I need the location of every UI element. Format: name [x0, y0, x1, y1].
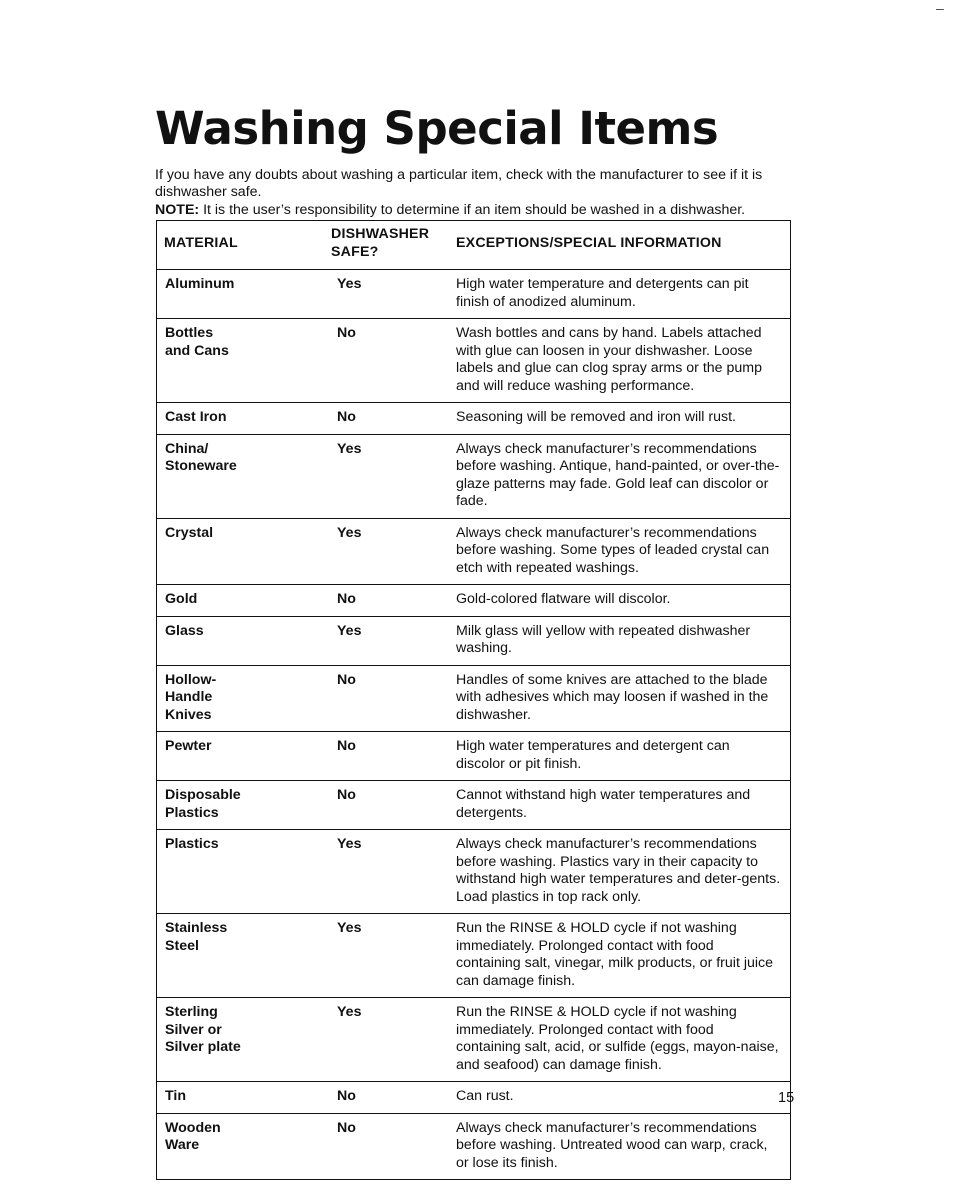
material-label: Tin — [165, 1088, 187, 1104]
material-label: Gold — [165, 591, 198, 607]
material-cell — [157, 403, 332, 435]
corner-mark: – — [936, 0, 944, 16]
exceptions-cell: Cannot withstand high water temperatures and detergents. — [456, 781, 791, 830]
exceptions-cell: High water temperatures and detergent can discolor or pit finish. — [456, 732, 791, 781]
material-cell — [157, 1113, 332, 1180]
exceptions-cell: Always check manufacturer’s recommendations before washing. Antique, hand-painted, or over-the-glaze patterns may fade. Gold leaf can discolor or fade. — [456, 434, 791, 518]
table-header-row — [157, 221, 791, 270]
dishwasher-safe-cell: No — [331, 319, 456, 403]
dishwasher-safe-cell: No — [331, 403, 456, 435]
dishwasher-safe-cell: No — [331, 585, 456, 617]
material-label: Wooden Ware — [165, 1119, 221, 1153]
table-row — [157, 914, 791, 998]
table-row — [157, 830, 791, 914]
exceptions-cell: Gold-colored flatware will discolor. — [456, 585, 791, 617]
material-label: Sterling Silver or Silver plate — [165, 1004, 241, 1055]
exceptions-cell: Always check manufacturer’s recommendations before washing. Untreated wood can warp, crack, or lose its finish. — [456, 1113, 791, 1180]
note-label: NOTE: — [155, 202, 200, 218]
material-cell — [157, 270, 332, 319]
table-row — [157, 270, 791, 319]
table-row — [157, 518, 791, 585]
page-title: Washing Special Items — [155, 102, 719, 155]
material-cell — [157, 781, 332, 830]
dishwasher-safe-cell: No — [331, 1113, 456, 1180]
exceptions-cell: Milk glass will yellow with repeated dishwasher washing. — [456, 616, 791, 665]
note-text: It is the user’s responsibility to determine if an item should be washed in a dishwasher. — [199, 202, 746, 218]
material-cell — [157, 616, 332, 665]
table-row — [157, 732, 791, 781]
dishwasher-safe-cell: No — [331, 781, 456, 830]
material-label: Stainless Steel — [165, 920, 228, 954]
dishwasher-safe-cell: Yes — [331, 270, 456, 319]
exceptions-cell: High water temperature and detergents can pit finish of anodized aluminum. — [456, 270, 791, 319]
material-label: Bottles and Cans — [165, 325, 229, 359]
exceptions-cell: Run the RINSE & HOLD cycle if not washing immediately. Prolonged contact with food containing salt, vinegar, milk products, or fruit juice can damage finish. — [456, 914, 791, 998]
dishwasher-safe-cell: Yes — [331, 830, 456, 914]
material-cell — [157, 998, 332, 1082]
material-cell — [157, 665, 332, 732]
table-row — [157, 616, 791, 665]
material-cell — [157, 830, 332, 914]
page-number: 15 — [778, 1090, 795, 1106]
material-cell — [157, 319, 332, 403]
material-label: Hollow- Handle Knives — [165, 671, 217, 723]
dishwasher-safe-cell: Yes — [331, 914, 456, 998]
dishwasher-safe-cell: No — [331, 732, 456, 781]
table-row — [157, 781, 791, 830]
dishwasher-safe-cell: No — [331, 665, 456, 732]
table-row — [157, 585, 791, 617]
material-label: Aluminum — [165, 276, 235, 292]
dishwasher-safe-cell: Yes — [331, 434, 456, 518]
material-cell — [157, 1082, 332, 1114]
table-row — [157, 1113, 791, 1180]
material-cell — [157, 585, 332, 617]
material-label: China/ Stoneware — [165, 440, 237, 474]
table-row — [157, 403, 791, 435]
material-cell — [157, 914, 332, 998]
exceptions-cell: Wash bottles and cans by hand. Labels attached with glue can loosen in your dishwasher. Loose labels and glue can clog spray arms or the pump and will reduce washing performance. — [456, 319, 791, 403]
dishwasher-safe-cell: Yes — [331, 518, 456, 585]
exceptions-cell: Always check manufacturer’s recommendations before washing. Some types of leaded crystal can etch with repeated washings. — [456, 518, 791, 585]
material-label: Glass — [165, 622, 204, 639]
material-label: Disposable Plastics — [165, 787, 241, 821]
dishwasher-safe-cell: Yes — [331, 616, 456, 665]
exceptions-cell: Always check manufacturer’s recommendations before washing. Plastics vary in their capacity to withstand high water temperatures and deter-gents. Load plastics in top rack only. — [456, 830, 791, 914]
material-label: Pewter — [165, 738, 212, 754]
table-row — [157, 1082, 791, 1114]
table-row — [157, 434, 791, 518]
material-label: Plastics — [165, 836, 219, 852]
table-row — [157, 665, 791, 732]
exceptions-cell: Seasoning will be removed and iron will rust. — [456, 403, 791, 435]
intro-paragraph: If you have any doubts about washing a particular item, check with the manufacturer to see if it is dishwasher safe. — [155, 167, 763, 200]
exceptions-cell: Run the RINSE & HOLD cycle if not washing immediately. Prolonged contact with food containing salt, acid, or sulfide (eggs, mayon-naise, and seafood) can damage finish. — [456, 998, 791, 1082]
note-paragraph — [155, 202, 795, 218]
material-cell — [157, 434, 332, 518]
dishwasher-safe-cell: Yes — [331, 998, 456, 1082]
special-items-table — [156, 220, 791, 1180]
exceptions-cell: Handles of some knives are attached to the blade with adhesives which may loosen if washed in the dishwasher. — [456, 665, 791, 732]
dishwasher-safe-cell: No — [331, 1082, 456, 1114]
material-cell — [157, 732, 332, 781]
table-row — [157, 998, 791, 1082]
exceptions-cell: Can rust. — [456, 1082, 791, 1114]
header-dishwasher-safe: DISHWASHER SAFE? — [331, 221, 456, 270]
material-label: Crystal — [165, 524, 214, 541]
material-label: Cast Iron — [165, 409, 227, 425]
header-exceptions: EXCEPTIONS/SPECIAL INFORMATION — [456, 221, 791, 270]
table-row — [157, 319, 791, 403]
material-cell — [157, 518, 332, 585]
header-material: MATERIAL — [157, 221, 332, 270]
